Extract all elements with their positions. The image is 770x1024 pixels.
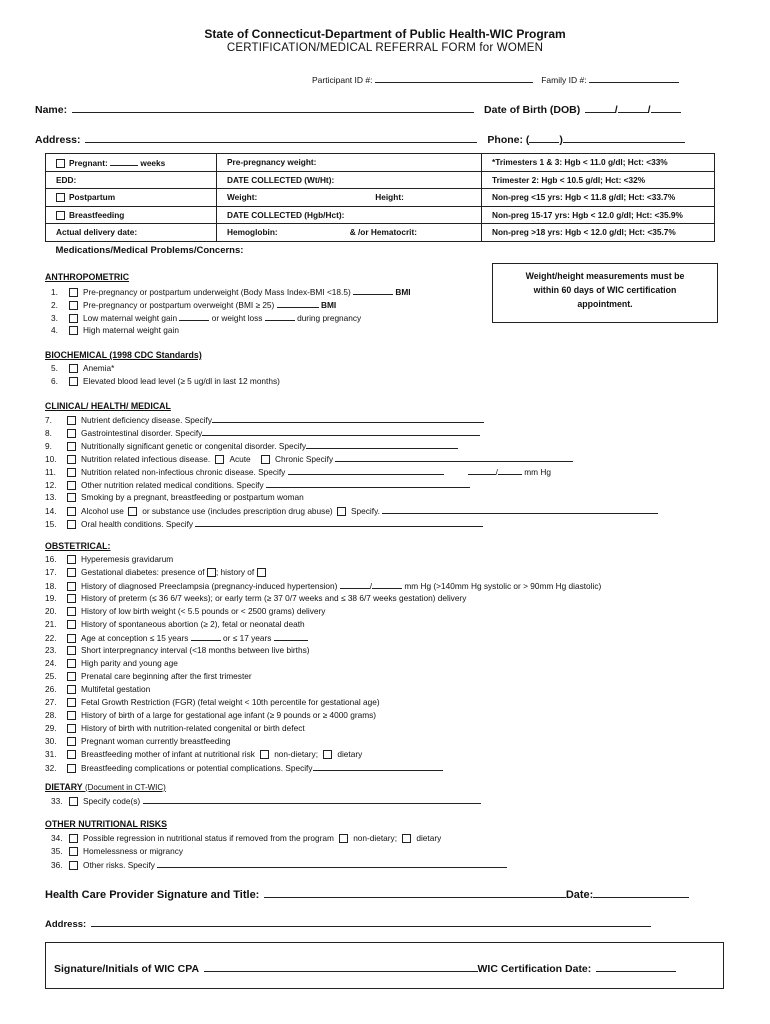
risk-item-8 [45, 426, 480, 438]
weight-gain-field[interactable] [179, 311, 209, 321]
item-number: 24. [45, 658, 57, 668]
risk-13-checkbox[interactable] [67, 493, 76, 502]
risk-35-checkbox[interactable] [69, 847, 78, 856]
dob-day-field[interactable] [618, 101, 648, 113]
risk-32-checkbox[interactable] [67, 764, 76, 773]
item-text: or ≤ 17 years [223, 633, 272, 643]
dietary-31-checkbox[interactable] [323, 750, 332, 759]
item-number: 3. [51, 313, 58, 323]
item-text: Low maternal weight gain [83, 313, 178, 323]
risk-31-checkbox[interactable] [67, 750, 76, 759]
risk-8-checkbox[interactable] [67, 429, 76, 438]
risk-item-2 [45, 298, 336, 310]
form-subtitle: CERTIFICATION/MEDICAL REFERRAL FORM for WOMEN [226, 42, 544, 54]
hgb-nonpreg-18: Non-preg >18 yrs: Hgb < 12.0 g/dl; Hct: <35.7% [482, 224, 715, 242]
breastfeeding-checkbox[interactable] [56, 211, 65, 220]
form-title: State of Connecticut-Department of Public Health-WIC Program [204, 27, 566, 41]
hematocrit-label: & /or Hematocrit: [349, 227, 418, 238]
item-number: 29. [45, 723, 57, 733]
item-text: History of spontaneous abortion (≥ 2), fetal or neonatal death [81, 619, 305, 629]
acute-checkbox[interactable] [215, 455, 224, 464]
specify-36-field[interactable] [157, 858, 507, 868]
specify-14-field[interactable] [382, 504, 658, 514]
other-risks-heading: OTHER NUTRITIONAL RISKS [45, 819, 168, 829]
item-number: 11. [45, 467, 56, 477]
weeks-field[interactable] [110, 157, 138, 166]
risk-17-checkbox[interactable] [67, 568, 76, 577]
risk-item-13 [45, 491, 304, 503]
address-label: Address: [35, 134, 81, 146]
provider-address-field[interactable] [91, 915, 651, 927]
item-number: 31. [45, 749, 57, 759]
item-text: Homelessness or migrancy [83, 846, 184, 856]
bmi-2-field[interactable] [277, 298, 319, 308]
note-line-3: appointment. [577, 299, 633, 309]
item-text: Short interpregnancy interval (<18 months between live births) [81, 645, 310, 655]
risk-26-checkbox[interactable] [67, 685, 76, 694]
specify-15-field[interactable] [195, 517, 483, 527]
risk-28-checkbox[interactable] [67, 711, 76, 720]
item-number: 15. [45, 519, 57, 529]
risk-14-checkbox[interactable] [67, 507, 76, 516]
anthro-heading: ANTHROPOMETRIC [45, 272, 130, 282]
item-number: 5. [51, 363, 58, 373]
age-17-field[interactable] [274, 631, 308, 641]
postpartum-cell [46, 189, 217, 207]
item-number: 1. [51, 287, 58, 297]
item-text: History of preterm (≤ 36 6/7 weeks); or early term (≥ 37 0/7 weeks and ≤ 38 6/7 weeks gestation) delivery [81, 593, 467, 603]
risk-item-12 [45, 478, 470, 490]
date-collected-wt-cell: DATE COLLECTED (Wt/Ht): [217, 171, 482, 189]
cpa-signature-label: Signature/Initials of WIC CPA [54, 963, 200, 975]
dob-year-field[interactable] [651, 101, 681, 113]
item-text: Gastrointestinal disorder. Specify [81, 428, 203, 438]
measurement-table [45, 153, 715, 260]
nondietary-label: non-dietary; [274, 749, 319, 759]
item-number: 32. [45, 763, 57, 773]
item-number: 14. [45, 506, 57, 516]
item-number: 23. [45, 645, 57, 655]
risk-21-checkbox[interactable] [67, 620, 76, 629]
risk-item-29 [45, 722, 305, 734]
risk-item-21 [45, 618, 305, 630]
dob-label: Date of Birth (DOB) [484, 104, 581, 116]
note-line-2: within 60 days of WIC certification [533, 285, 677, 295]
bmi-1-field[interactable] [353, 285, 393, 295]
provider-signature-row [45, 885, 689, 903]
pregnant-label: Pregnant: [69, 157, 108, 168]
height-label: Height: [375, 192, 404, 203]
actual-delivery-cell: Actual delivery date: [46, 224, 217, 242]
item-text: Anemia* [83, 363, 115, 373]
postpartum-checkbox[interactable] [56, 193, 65, 202]
preeclampsia-sys-field[interactable] [340, 579, 370, 589]
risk-item-6 [45, 375, 280, 387]
item-text: Fetal Growth Restriction (FGR) (fetal weight < 10th percentile for gestational age) [81, 697, 380, 707]
risk-item-1 [45, 285, 411, 297]
gdm-presence-checkbox[interactable] [207, 568, 216, 577]
dietary-label: dietary [416, 833, 442, 843]
substance-label: or substance use (includes prescription drug abuse) [142, 506, 333, 516]
pregnant-checkbox[interactable] [56, 159, 65, 168]
medications-label: Medications/Medical Problems/Concerns: [46, 241, 482, 260]
item-number: 17. [45, 567, 57, 577]
item-text: Breastfeeding complications or potential complications. Specify [81, 763, 313, 773]
name-field[interactable] [72, 101, 474, 113]
phone-number-field[interactable] [563, 131, 685, 143]
name-label: Name: [35, 104, 68, 116]
wic-cert-date-field[interactable] [596, 960, 676, 972]
item-text: Age at conception ≤ 15 years [81, 633, 189, 643]
item-text: Other nutrition related medical conditions. Specify [81, 480, 264, 490]
item-text: Pregnant woman currently breastfeeding [81, 736, 231, 746]
risk-item-32 [45, 761, 443, 773]
risk-36-checkbox[interactable] [69, 861, 78, 870]
item-number: 6. [51, 376, 58, 386]
bmi-label: BMI [395, 287, 411, 297]
item-number: 2. [51, 300, 58, 310]
risk-item-3 [45, 311, 361, 323]
measurement-note [492, 263, 718, 323]
hemoglobin-label: Hemoglobin: [227, 227, 278, 238]
risk-item-33 [45, 794, 481, 806]
provider-address-label: Address: [45, 919, 87, 930]
provider-signature-label: Health Care Provider Signature and Title: [45, 889, 260, 901]
obstetrical-heading: OBSTETRICAL: [45, 541, 111, 551]
risk-9-checkbox[interactable] [67, 442, 76, 451]
item-text: during pregnancy [297, 313, 362, 323]
provider-address-row [45, 914, 651, 932]
risk-6-checkbox[interactable] [69, 377, 78, 386]
bio-heading [45, 350, 202, 360]
item-text: Nutrition related non-infectious chronic disease. Specify [81, 467, 286, 477]
dietary-heading [45, 782, 166, 792]
risk-33-checkbox[interactable] [69, 797, 78, 806]
risk-item-7 [45, 413, 484, 425]
risk-10-checkbox[interactable] [67, 455, 76, 464]
age-15-field[interactable] [191, 631, 221, 641]
provider-date-field[interactable] [593, 886, 689, 898]
item-text: Smoking by a pregnant, breastfeeding or postpartum woman [81, 492, 304, 502]
risk-30-checkbox[interactable] [67, 737, 76, 746]
note-line-1: Weight/height measurements must be [525, 271, 685, 281]
item-number: 28. [45, 710, 57, 720]
specify-32-field[interactable] [313, 761, 443, 771]
item-text: Multifetal gestation [81, 684, 151, 694]
risk-3-checkbox[interactable] [69, 314, 78, 323]
risk-19-checkbox[interactable] [67, 594, 76, 603]
risk-24-checkbox[interactable] [67, 659, 76, 668]
risk-item-4 [45, 324, 179, 336]
item-number: 36. [51, 860, 63, 870]
item-number: 30. [45, 736, 57, 746]
specify-12-field[interactable] [266, 478, 470, 488]
item-number: 16. [45, 554, 57, 564]
breastfeeding-cell [46, 206, 217, 224]
item-text: Pre-pregnancy or postpartum underweight (Body Mass Index-BMI <18.5) [83, 287, 351, 297]
bp-diastolic-field[interactable] [498, 465, 522, 475]
specify-9-field[interactable] [306, 439, 458, 449]
item-text: Nutritionally significant genetic or congenital disorder. Specify [81, 441, 307, 451]
edd-cell: EDD: [46, 171, 217, 189]
item-number: 35. [51, 846, 63, 856]
specify-label: Specify. [351, 506, 380, 516]
risk-item-24 [45, 657, 178, 669]
risk-item-19 [45, 592, 466, 604]
risk-item-23 [45, 644, 310, 656]
item-number: 10. [45, 454, 57, 464]
risk-item-17 [45, 566, 271, 578]
risk-34-checkbox[interactable] [69, 834, 78, 843]
risk-item-20 [45, 605, 325, 617]
item-text: Nutrition related infectious disease. [81, 454, 211, 464]
risk-4-checkbox[interactable] [69, 326, 78, 335]
chronic-checkbox[interactable] [261, 455, 270, 464]
wic-cert-date-label: WIC Certification Date: [477, 963, 592, 975]
item-number: 26. [45, 684, 57, 694]
item-text: Nutrient deficiency disease. Specify [81, 415, 212, 425]
item-text: Specify code(s) [83, 796, 141, 806]
risk-item-28 [45, 709, 376, 721]
cpa-signature-box [45, 942, 724, 989]
risk-23-checkbox[interactable] [67, 646, 76, 655]
item-text: Gestational diabetes: presence of [81, 567, 205, 577]
hgb-nonpreg-15-17: Non-preg 15-17 yrs: Hgb < 12.0 g/dl; Hct: <35.9% [482, 206, 715, 224]
risk-11-checkbox[interactable] [67, 468, 76, 477]
specify-7-field[interactable] [212, 413, 484, 423]
gdm-history-label: ; history of [215, 567, 255, 577]
item-text: Elevated blood lead level (≥ 5 ug/dl in last 12 months) [83, 376, 280, 386]
mmhg-label: mm Hg [524, 467, 551, 477]
risk-2-checkbox[interactable] [69, 301, 78, 310]
preeclampsia-dia-field[interactable] [372, 579, 402, 589]
risk-item-30 [45, 735, 230, 747]
risk-item-16 [45, 553, 173, 565]
hgb-trimester2: Trimester 2: Hgb < 10.5 g/dl; Hct: <32% [482, 171, 715, 189]
risk-item-18: 18. History of diagnosed Preeclampsia (pregnancy-induced hypertension) / mm Hg (>140mm Hg systolic or > 90mm Hg diastolic) [45, 581, 602, 591]
weight-loss-field[interactable] [265, 311, 295, 321]
heading-sub: (Document in CT-WIC) [84, 783, 166, 792]
participant-id-label: Participant ID #: [312, 75, 373, 85]
risk-7-checkbox[interactable] [67, 416, 76, 425]
item-number: 4. [51, 325, 58, 335]
nondietary-34-checkbox[interactable] [339, 834, 348, 843]
phone-label: Phone: ( [487, 134, 530, 146]
clinical-heading: CLINICAL/ HEALTH/ MEDICAL [45, 401, 171, 411]
item-text: History of diagnosed Preeclampsia (pregnancy-induced hypertension) [81, 581, 338, 591]
item-text: Breastfeeding mother of infant at nutritional risk [81, 749, 255, 759]
prepreg-weight-cell: Pre-pregnancy weight: [217, 154, 482, 172]
nondietary-label: non-dietary; [353, 833, 398, 843]
pregnant-cell [46, 154, 217, 172]
bp-systolic-field[interactable] [468, 465, 496, 475]
item-text: Oral health conditions. Specify [81, 519, 194, 529]
weeks-label: weeks [140, 157, 166, 168]
specify-14-checkbox[interactable] [337, 507, 346, 516]
item-number: 18. [45, 581, 57, 591]
participant-id-row [312, 71, 679, 85]
dob-month-field[interactable] [585, 101, 615, 113]
specify-10-field[interactable] [335, 452, 573, 462]
address-row: Address: Phone: ( ) [35, 130, 685, 148]
risk-item-9 [45, 439, 458, 451]
acute-label: Acute [229, 454, 251, 464]
item-text: Pre-pregnancy or postpartum overweight (BMI ≥ 25) [83, 300, 275, 310]
risk-22-checkbox[interactable] [67, 634, 76, 643]
item-number: 20. [45, 606, 57, 616]
risk-item-34 [45, 832, 441, 844]
hemoglobin-cell [217, 224, 482, 242]
dietary-codes-field[interactable] [143, 794, 481, 804]
item-text: High maternal weight gain [83, 325, 179, 335]
heading-text: DIETARY [45, 782, 83, 792]
risk-item-14 [45, 504, 658, 516]
item-text: Hyperemesis gravidarum [81, 554, 174, 564]
risk-item-11: 11. Nutrition related non-infectious chronic disease. Specify / mm Hg [45, 467, 551, 477]
cpa-signature-field[interactable] [204, 960, 478, 972]
risk-12-checkbox[interactable] [67, 481, 76, 490]
item-number: 9. [45, 441, 52, 451]
item-text: mm Hg (>140mm Hg systolic or > 90mm Hg diastolic) [404, 581, 602, 591]
item-text: Alcohol use [81, 506, 124, 516]
item-text: Prenatal care beginning after the first trimester [81, 671, 252, 681]
date-collected-hgb-cell: DATE COLLECTED (Hgb/Hct): [217, 206, 482, 224]
dietary-label: dietary [337, 749, 363, 759]
gdm-history-checkbox[interactable] [257, 568, 266, 577]
specify-8-field[interactable] [202, 426, 480, 436]
weight-label: Weight: [227, 192, 258, 203]
family-id-field[interactable] [589, 71, 679, 83]
item-number: 7. [45, 415, 52, 425]
item-text: Possible regression in nutritional status if removed from the program [83, 833, 334, 843]
hgb-nonpreg-15: Non-preg <15 yrs: Hgb < 11.8 g/dl; Hct: <33.7% [482, 189, 715, 207]
chronic-label: Chronic Specify [274, 454, 334, 464]
risk-item-31 [45, 748, 362, 760]
cpa-row [54, 959, 676, 977]
risk-29-checkbox[interactable] [67, 724, 76, 733]
risk-18-checkbox[interactable] [67, 582, 76, 591]
risk-16-checkbox[interactable] [67, 555, 76, 564]
family-id-label: Family ID #: [541, 75, 587, 85]
name-row: Name: Date of Birth (DOB) / / [35, 100, 681, 118]
item-text: or weight loss [211, 313, 263, 323]
provider-date-label: Date: [565, 889, 594, 901]
item-text: High parity and young age [81, 658, 178, 668]
item-text: History of low birth weight (< 5.5 pounds or < 2500 grams) delivery [81, 606, 326, 616]
bmi-label: BMI [320, 300, 337, 310]
item-number: 19. [45, 593, 57, 603]
nondietary-31-checkbox[interactable] [260, 750, 269, 759]
hgb-trimester13: *Trimesters 1 & 3: Hgb < 11.0 g/dl; Hct: <33% [482, 154, 715, 172]
participant-id-field[interactable] [375, 71, 533, 83]
risk-item-36 [45, 858, 507, 870]
dietary-34-checkbox[interactable] [402, 834, 411, 843]
risk-item-26 [45, 683, 150, 695]
risk-5-checkbox[interactable] [69, 364, 78, 373]
risk-item-22 [45, 631, 308, 643]
item-number: 27. [45, 697, 57, 707]
item-text: History of birth with nutrition-related congenital or birth defect [81, 723, 305, 733]
phone-area-field[interactable] [529, 131, 559, 143]
risk-item-25 [45, 670, 252, 682]
risk-15-checkbox[interactable] [67, 520, 76, 529]
risk-20-checkbox[interactable] [67, 607, 76, 616]
breastfeeding-label: Breastfeeding [69, 209, 125, 220]
heading-sub: (1998 CDC Standards) [109, 350, 202, 360]
weight-height-cell [217, 189, 482, 207]
risk-1-checkbox[interactable] [69, 288, 78, 297]
risk-25-checkbox[interactable] [67, 672, 76, 681]
postpartum-label: Postpartum [69, 192, 116, 203]
substance-use-checkbox[interactable] [128, 507, 137, 516]
risk-item-10 [45, 452, 573, 464]
item-number: 34. [51, 833, 63, 843]
item-number: 25. [45, 671, 57, 681]
item-number: 8. [45, 428, 52, 438]
provider-signature-field[interactable] [264, 886, 566, 898]
address-field[interactable] [85, 131, 477, 143]
specify-11-field[interactable] [288, 465, 444, 475]
risk-27-checkbox[interactable] [67, 698, 76, 707]
item-number: 12. [45, 480, 57, 490]
item-text: Other risks. Specify [83, 860, 155, 870]
item-number: 33. [51, 796, 63, 806]
item-number: 22. [45, 633, 57, 643]
item-number: 21. [45, 619, 57, 629]
risk-item-35 [45, 845, 183, 857]
heading-text: BIOCHEMICAL [45, 350, 107, 360]
item-text: History of birth of a large for gestational age infant (≥ 9 pounds or ≥ 4000 grams) [81, 710, 377, 720]
risk-item-5 [45, 362, 114, 374]
risk-item-27 [45, 696, 380, 708]
risk-item-15 [45, 517, 483, 529]
item-number: 13. [45, 492, 57, 502]
